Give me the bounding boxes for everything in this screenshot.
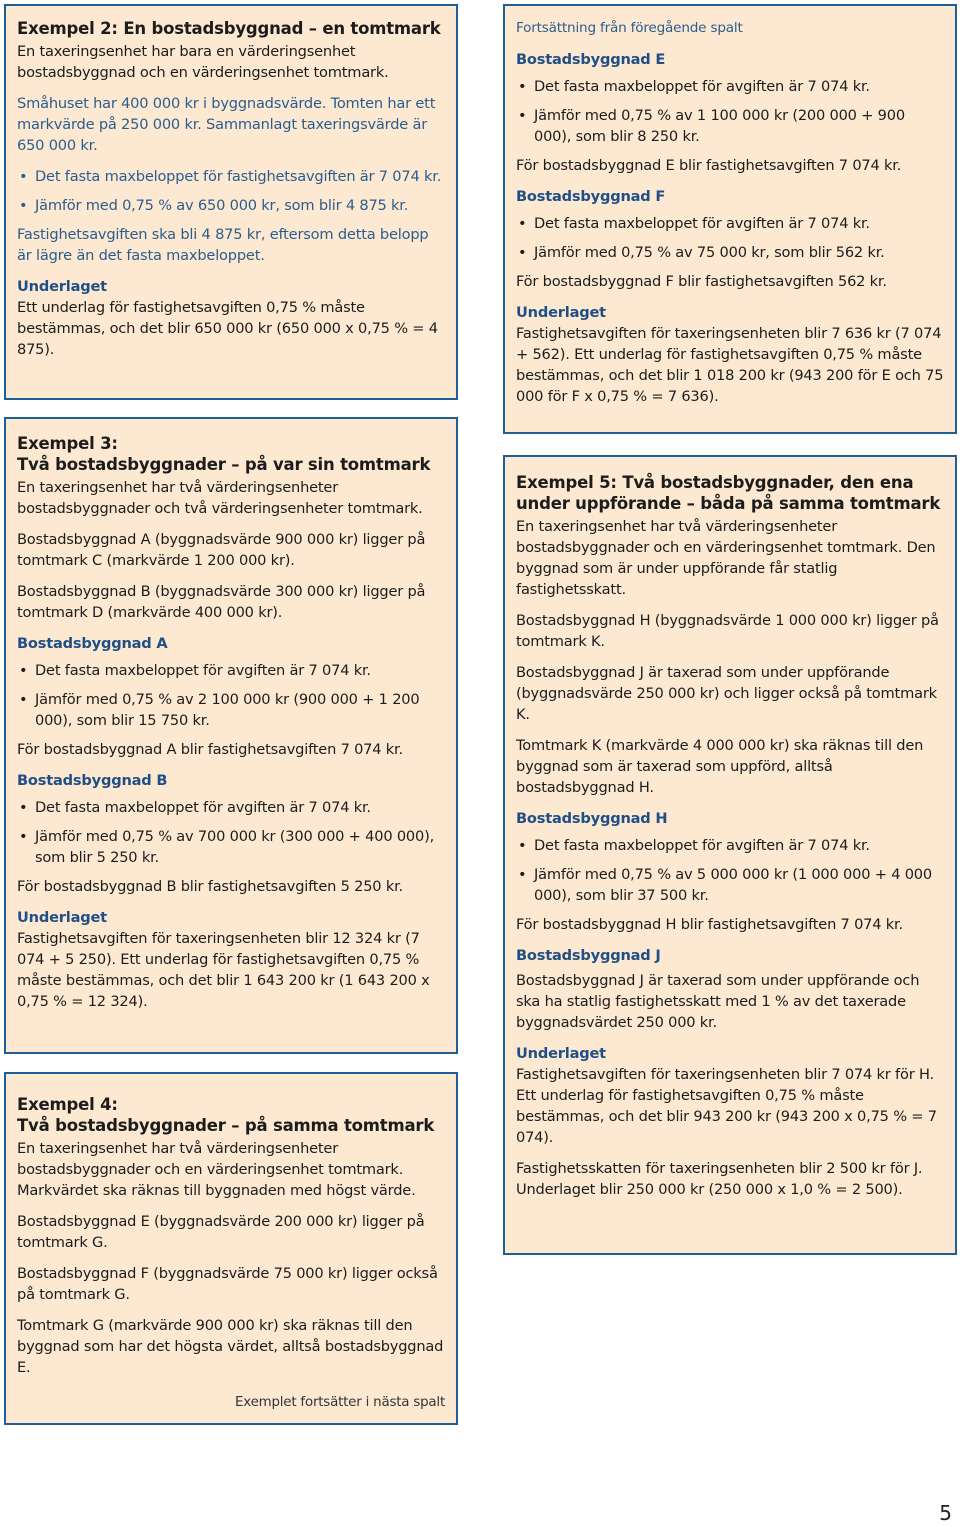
list-item: • Jämför med 0,75 % av 650 000 kr, som blir 4 875 kr. (17, 195, 445, 216)
example-4-title-line2: Två bostadsbyggnader – på samma tomtmark (17, 1116, 435, 1135)
example-4-underlag-text: Fastighetsavgiften för taxeringsenheten blir 7 636 kr (7 074 + 562). Ett underlag för fastighetsavgiften 0,75 % måste bestämmas, och det blir 1 018 200 kr (943 200 för E och 75 000 för F x 0,75 % = 7 636). (516, 325, 944, 405)
example-4-continued-box (503, 4, 957, 434)
example-4-f-bullets (516, 213, 944, 263)
example-2-underlag-heading: Underlaget (17, 278, 107, 295)
example-5-intro: En taxeringsenhet har två värderingsenheter bostadsbyggnader och en värderingsenhet tomtmark. Den byggnad som är under uppförande får statlig fastighetsskatt. (516, 518, 936, 598)
example-4-underlag-heading: Underlaget (516, 304, 606, 321)
example-4-text-e: Bostadsbyggnad E (byggnadsvärde 200 000 kr) ligger på tomtmark G. (17, 1213, 425, 1251)
example-3-b-bullets (17, 797, 445, 868)
list-item: • Jämför med 0,75 % av 2 100 000 kr (900 000 + 1 200 000), som blir 15 750 kr. (17, 689, 445, 731)
page-number: 5 (939, 1501, 952, 1525)
example-3-underlag-text: Fastighetsavgiften för taxeringsenheten blir 12 324 kr (7 074 + 5 250). Ett underlag för fastighetsavgiften 0,75 % måste bestämmas, och det blir 1 643 200 kr (1 643 200 x 0,75 % = 12 324). (17, 930, 430, 1010)
example-4-continue-note: Exemplet fortsätter i nästa spalt (235, 1395, 445, 1410)
example-5-h-result: För bostadsbyggnad H blir fastighetsavgiften 7 074 kr. (516, 916, 903, 933)
example-5-text-k: Tomtmark K (markvärde 4 000 000 kr) ska räknas till den byggnad som är taxerad som uppförd, alltså bostadsbyggnad H. (516, 737, 924, 796)
example-4-text-g: Tomtmark G (markvärde 900 000 kr) ska räknas till den byggnad som har det högsta värdet, alltså bostadsbyggnad E. (17, 1317, 444, 1376)
example-5-text-j: Bostadsbyggnad J är taxerad som under uppförande (byggnadsvärde 250 000 kr) och ligger också på tomtmark K. (516, 664, 937, 723)
example-5-tax-text: Fastighetsskatten för taxeringsenheten blir 2 500 kr för J. Underlaget blir 250 000 kr (250 000 x 1,0 % = 2 500). (516, 1160, 923, 1198)
example-3-intro: En taxeringsenhet har två värderingsenheter bostadsbyggnader och två värderingsenheter tomtmark. (17, 479, 423, 517)
example-3-a-result: För bostadsbyggnad A blir fastighetsavgiften 7 074 kr. (17, 741, 403, 758)
example-5-j-text: Bostadsbyggnad J är taxerad som under uppförande och ska ha statlig fastighetsskatt med 1 % av det taxerade byggnadsvärdet 250 000 kr. (516, 972, 920, 1031)
example-4-e-result: För bostadsbyggnad E blir fastighetsavgiften 7 074 kr. (516, 157, 902, 174)
list-item: • Jämför med 0,75 % av 75 000 kr, som blir 562 kr. (516, 242, 944, 263)
example-3-text-b: Bostadsbyggnad B (byggnadsvärde 300 000 kr) ligger på tomtmark D (markvärde 400 000 kr). (17, 583, 426, 621)
list-item: • Det fasta maxbeloppet för fastighetsavgiften är 7 074 kr. (17, 166, 445, 187)
example-3-b-result: För bostadsbyggnad B blir fastighetsavgiften 5 250 kr. (17, 878, 403, 895)
example-2-text: Småhuset har 400 000 kr i byggnadsvärde. Tomten har ett markvärde på 250 000 kr. Sammanlagt taxeringsvärde är 650 000 kr. (17, 95, 436, 154)
example-5-underlag-heading: Underlaget (516, 1045, 606, 1062)
example-5-h-heading: Bostadsbyggnad H (516, 810, 668, 827)
example-2-box (4, 4, 458, 400)
list-item: • Det fasta maxbeloppet för avgiften är 7 074 kr. (516, 213, 944, 234)
example-5-j-heading: Bostadsbyggnad J (516, 947, 661, 964)
example-3-b-heading: Bostadsbyggnad B (17, 772, 168, 789)
example-4-title-line1: Exempel 4: (17, 1095, 118, 1114)
example-2-bullets (17, 166, 445, 216)
example-3-title-line2: Två bostadsbyggnader – på var sin tomtmark (17, 455, 431, 474)
example-5-title: Exempel 5: Två bostadsbyggnader, den ena under uppförande – båda på samma tomtmark (516, 473, 941, 513)
example-3-text-a: Bostadsbyggnad A (byggnadsvärde 900 000 kr) ligger på tomtmark C (markvärde 1 200 000 kr). (17, 531, 426, 569)
list-item: • Jämför med 0,75 % av 1 100 000 kr (200 000 + 900 000), som blir 8 250 kr. (516, 105, 944, 147)
example-2-title: Exempel 2: En bostadsbyggnad – en tomtmark (17, 19, 441, 38)
example-5-box (503, 455, 957, 1255)
example-3-title-line1: Exempel 3: (17, 434, 118, 453)
continued-note: Fortsättning från föregående spalt (516, 20, 743, 36)
example-5-h-bullets (516, 835, 944, 906)
example-5-text-h: Bostadsbyggnad H (byggnadsvärde 1 000 000 kr) ligger på tomtmark K. (516, 612, 939, 650)
list-item: • Det fasta maxbeloppet för avgiften är 7 074 kr. (516, 76, 944, 97)
example-4-intro: En taxeringsenhet har två värderingsenheter bostadsbyggnader och en värderingsenhet tomtmark. Markvärdet ska räknas till byggnaden med högst värde. (17, 1140, 416, 1199)
example-5-underlag-text: Fastighetsavgiften för taxeringsenheten blir 7 074 kr för H. Ett underlag för fastighetsavgiften 0,75 % måste bestämmas, och det blir 943 200 kr (943 200 x 0,75 % = 7 074). (516, 1066, 937, 1146)
example-3-box (4, 417, 458, 1054)
example-4-f-result: För bostadsbyggnad F blir fastighetsavgiften 562 kr. (516, 273, 887, 290)
example-4-text-f: Bostadsbyggnad F (byggnadsvärde 75 000 kr) ligger också på tomtmark G. (17, 1265, 438, 1303)
example-3-a-heading: Bostadsbyggnad A (17, 635, 168, 652)
list-item: • Jämför med 0,75 % av 700 000 kr (300 000 + 400 000), som blir 5 250 kr. (17, 826, 445, 868)
example-3-underlag-heading: Underlaget (17, 909, 107, 926)
example-2-underlag-text: Ett underlag för fastighetsavgiften 0,75 % måste bestämmas, och det blir 650 000 kr (650 000 x 0,75 % = 4 875). (17, 299, 438, 358)
example-4-box (4, 1072, 458, 1425)
list-item: • Jämför med 0,75 % av 5 000 000 kr (1 000 000 + 4 000 000), som blir 37 500 kr. (516, 864, 944, 906)
list-item: • Det fasta maxbeloppet för avgiften är 7 074 kr. (17, 797, 445, 818)
example-4-e-heading: Bostadsbyggnad E (516, 51, 666, 68)
example-2-conclusion: Fastighetsavgiften ska bli 4 875 kr, eftersom detta belopp är lägre än det fasta maxbeloppet. (17, 226, 429, 264)
list-item: • Det fasta maxbeloppet för avgiften är 7 074 kr. (516, 835, 944, 856)
example-4-f-heading: Bostadsbyggnad F (516, 188, 666, 205)
example-3-a-bullets (17, 660, 445, 731)
example-2-intro: En taxeringsenhet har bara en värderingsenhet bostadsbyggnad och en värderingsenhet tomtmark. (17, 43, 389, 81)
example-4-e-bullets (516, 76, 944, 147)
list-item: • Det fasta maxbeloppet för avgiften är 7 074 kr. (17, 660, 445, 681)
